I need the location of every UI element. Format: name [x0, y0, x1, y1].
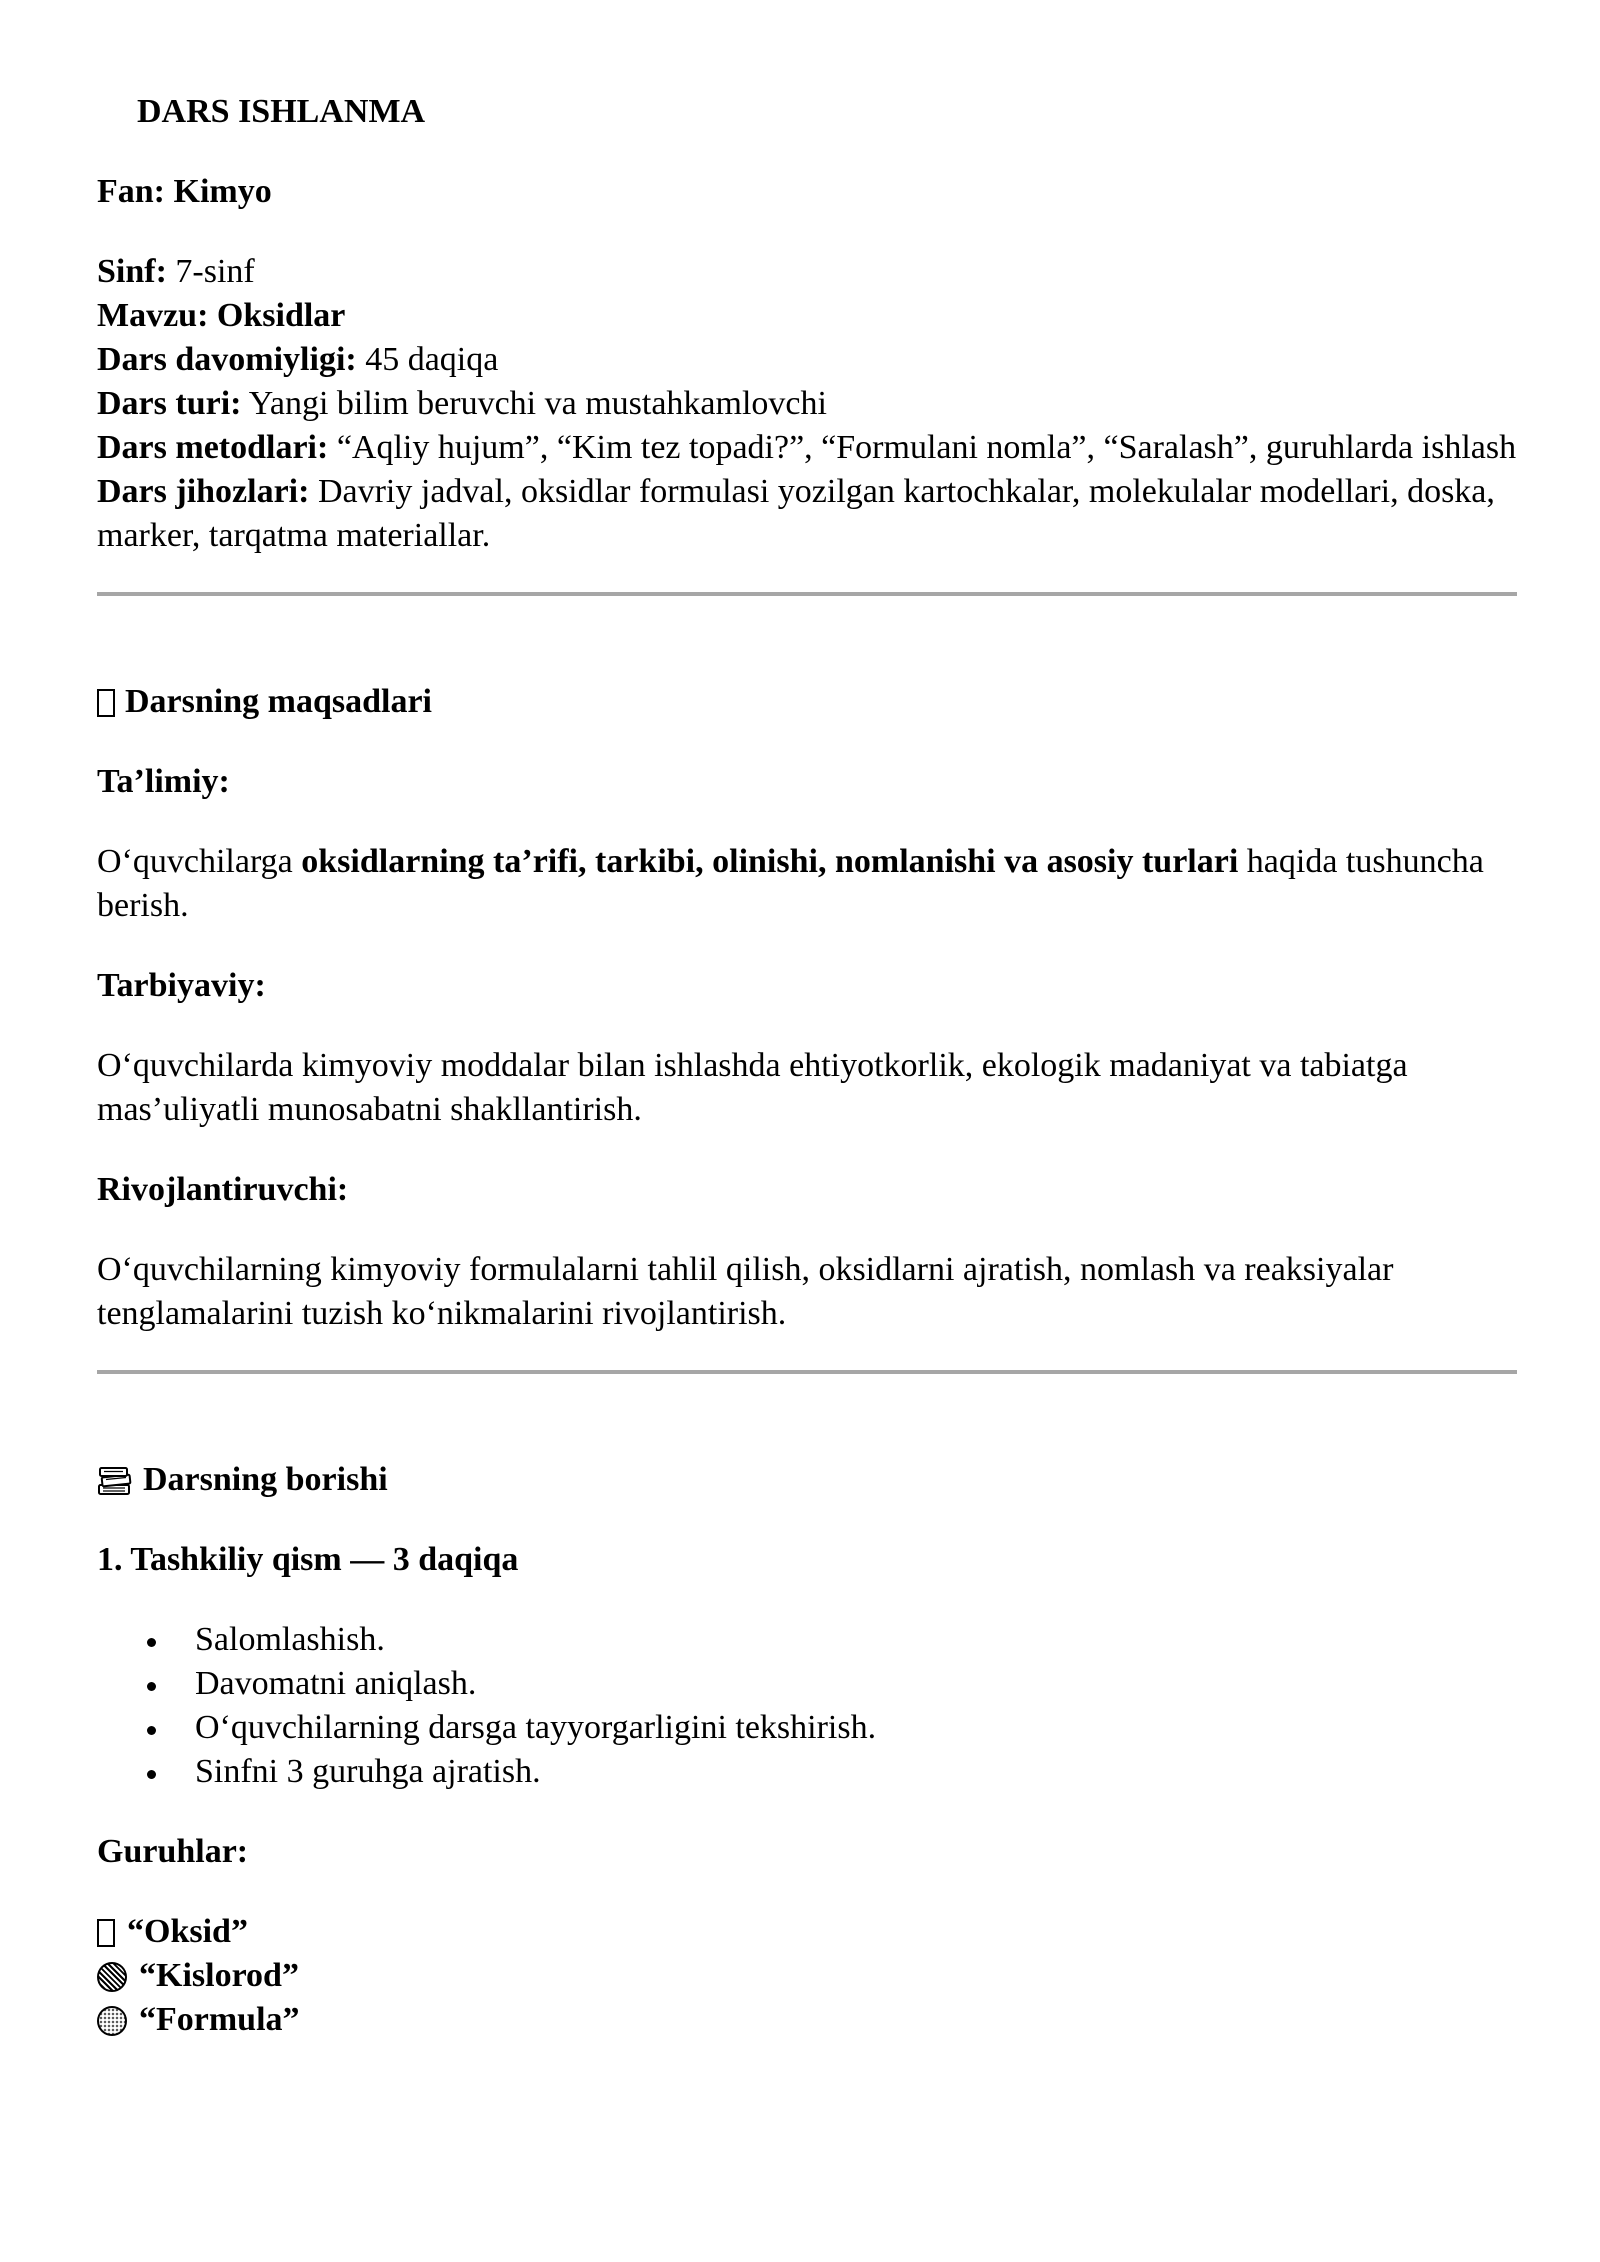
upbringing-text: O‘quvchilarda kimyoviy moddalar bilan ishlashda ehtiyotkorlik, ekologik madaniyat va tabiatga mas’uliyatli munosabatni shakllantirish. [97, 1047, 1408, 1128]
educational-text-end: haqida tushuncha berish. [97, 843, 1484, 924]
lesson-heading [97, 1458, 1517, 1502]
list-item: O‘quvchilarning darsga tayyorgarligini tekshirish. [97, 1706, 1517, 1750]
equipment-value: Davriy jadval, oksidlar formulasi yozilgan kartochkalar, molekulalar modellari, doska, marker, tarqatma materiallar. [97, 473, 1495, 554]
developmental-text: O‘quvchilarning kimyoviy formulalarni tahlil qilish, oksidlarni ajratish, nomlash va reaksiyalar tenglamalarini tuzish ko‘nikmalarini rivojlantirish. [97, 1251, 1394, 1332]
developmental-label: Rivojlantiruvchi: [97, 1171, 349, 1208]
document-page [97, 90, 1517, 2042]
educational-text-bold: oksidlarning ta’rifi, tarkibi, olinishi, nomlanishi va asosiy turlari [301, 843, 1239, 880]
divider [97, 1370, 1517, 1374]
group-name: “Oksid” [127, 1913, 248, 1950]
class-line [97, 250, 1517, 294]
methods-line [97, 426, 1517, 470]
group-item [97, 1954, 1517, 1998]
group-item [97, 1998, 1517, 2042]
equipment-line [97, 470, 1517, 558]
step1-title: 1. Tashkiliy qism — 3 daqiqa [97, 1541, 519, 1578]
upbringing-label: Tarbiyaviy: [97, 967, 266, 1004]
duration-label: Dars davomiyligi: [97, 341, 357, 378]
lesson-title: Darsning borishi [143, 1461, 388, 1498]
methods-label: Dars metodlari: [97, 429, 329, 466]
class-label: Sinf: [97, 253, 167, 290]
goals-title: Darsning maqsadlari [125, 683, 432, 720]
duration-value: 45 daqiqa [356, 341, 499, 378]
document-title: DARS ISHLANMA [137, 93, 426, 130]
duration-line [97, 338, 1517, 382]
subject-line: Fan: Kimyo [97, 173, 272, 210]
groups-label: Guruhlar: [97, 1833, 249, 1870]
educational-text-start: O‘quvchilarga [97, 843, 302, 880]
type-value: Yangi bilim beruvchi va mustahkamlovchi [241, 385, 827, 422]
list-item: Salomlashish. [97, 1618, 1517, 1662]
hatched-circle-icon [97, 1962, 127, 1992]
type-line [97, 382, 1517, 426]
equipment-label: Dars jihozlari: [97, 473, 310, 510]
type-label: Dars turi: [97, 385, 242, 422]
list-item: Sinfni 3 guruhga ajratish. [97, 1750, 1517, 1794]
goals-heading [97, 680, 1517, 724]
group-name: “Formula” [139, 2001, 300, 2038]
educational-text [97, 840, 1517, 928]
group-name: “Kislorod” [139, 1957, 299, 1994]
list-item: Davomatni aniqlash. [97, 1662, 1517, 1706]
lesson-meta [97, 250, 1517, 558]
groups-list [97, 1910, 1517, 2042]
step1-list [97, 1618, 1517, 1794]
dotted-circle-icon [97, 2006, 127, 2036]
topic-line: Mavzu: Oksidlar [97, 297, 346, 334]
missing-glyph-icon [97, 689, 115, 717]
divider [97, 592, 1517, 596]
educational-label: Ta’limiy: [97, 763, 230, 800]
books-icon [97, 1465, 133, 1495]
class-value: 7-sinf [166, 253, 255, 290]
missing-glyph-icon [97, 1919, 115, 1947]
methods-value: “Aqliy hujum”, “Kim tez topadi?”, “Formulani nomla”, “Saralash”, guruhlarda ishlash [328, 429, 1517, 466]
group-item [97, 1910, 1517, 1954]
